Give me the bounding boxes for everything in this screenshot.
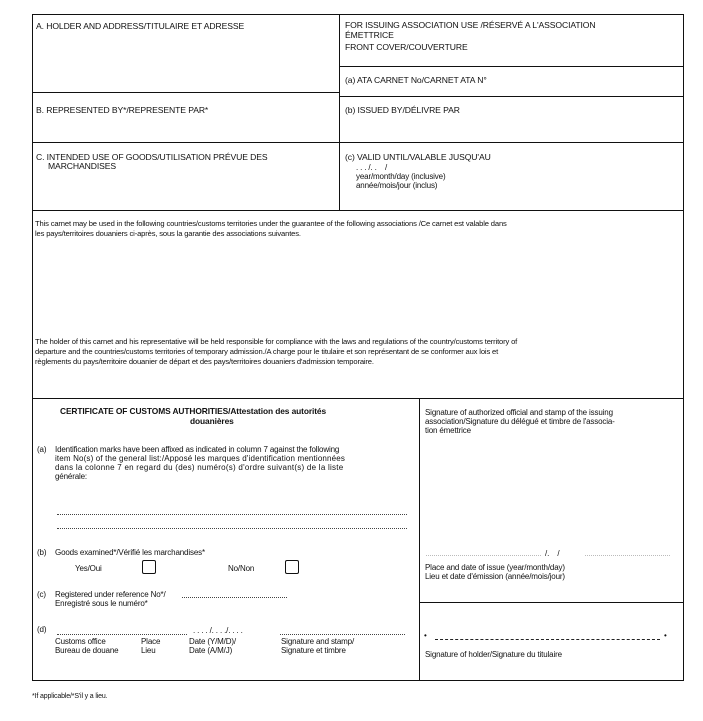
customs-date-field[interactable]: . . . . /. . . ./. . . .: [193, 626, 243, 635]
valid-until-label: (c) VALID UNTIL/VALABLE JUSQU'AU: [345, 152, 491, 162]
place-label-fr: Lieu: [141, 646, 156, 655]
issued-by-label: (b) ISSUED BY/DÉLIVRE PAR: [345, 105, 460, 115]
countries-text-line1: This carnet may be used in the following countries/customs territories under the guarantee of the following associations /Ce carnet est valable dans: [35, 219, 507, 228]
item-a-line1: Identification marks have been affixed as indicated in column 7 against the following: [55, 445, 340, 454]
item-a-marker: (a): [37, 445, 47, 454]
front-cover-label: FRONT COVER/COUVERTURE: [345, 42, 468, 52]
holder-signature-bullet-left: •: [424, 631, 427, 640]
divider-official-holder: [419, 602, 684, 603]
item-c-marker: (c): [37, 590, 46, 599]
footnote: *If applicable/*S'il y a lieu.: [32, 693, 108, 700]
no-label: No/Non: [228, 564, 255, 573]
responsibility-text-line3: règlements du pays/territoire douanier de départ et des pays/territoires douaniers d'admission temporaire.: [35, 357, 374, 366]
carnet-number-label: (a) ATA CARNET No/CARNET ATA N°: [345, 75, 487, 85]
official-signature-line3: tion émettrice: [425, 426, 471, 435]
countries-text-line2: les pays/territoires douaniers ci-après, sous la garantie des associations suivantes.: [35, 229, 301, 238]
top-column-divider: [339, 14, 340, 210]
responsibility-text-line1: The holder of this carnet and his representative will be held responsible for compliance with the laws and regulations of the country/customs territory of: [35, 337, 518, 346]
place-date-issue-en: Place and date of issue (year/month/day): [425, 563, 565, 572]
intended-use-field[interactable]: [34, 174, 338, 208]
item-a-line3: dans la colonne 7 en regard du (des) numéro(s) d'ordre suivant(s) de la liste: [55, 463, 344, 472]
section-c-label-line2: MARCHANDISES: [48, 161, 117, 171]
place-label: Place: [141, 637, 161, 646]
valid-until-hint-en: year/month/day (inclusive): [356, 172, 446, 181]
registered-reference-field[interactable]: [182, 597, 287, 598]
customs-office-label-fr: Bureau de douane: [55, 646, 119, 655]
issuing-association-line1: FOR ISSUING ASSOCIATION USE /RÉSERVÉ A L'ASSOCIATION: [345, 20, 596, 30]
customs-signature-field[interactable]: [280, 634, 405, 635]
countries-field[interactable]: [34, 242, 682, 332]
registered-reference-label: Registered under reference No*/: [55, 590, 166, 599]
section-b-label: B. REPRESENTED BY*/REPRESENTE PAR*: [36, 105, 209, 115]
holder-signature-field[interactable]: [435, 639, 660, 640]
official-signature-line1: Signature of authorized official and stamp of the issuing: [425, 408, 613, 417]
customs-office-field[interactable]: [57, 634, 187, 635]
item-a-line2: item No(s) of the general list:/Apposé les marques d'identification mentionnées: [55, 454, 345, 463]
issue-date-trailing: [585, 555, 670, 556]
yes-checkbox[interactable]: [142, 560, 156, 574]
no-checkbox[interactable]: [285, 560, 299, 574]
section-a-label: A. HOLDER AND ADDRESS/TITULAIRE ET ADRESSE: [36, 21, 245, 31]
represented-by-field[interactable]: [34, 117, 338, 141]
divider-issuing-a: [339, 66, 684, 67]
holder-signature-bullet-right: •: [664, 631, 667, 640]
divider-b-c-right: [339, 142, 684, 143]
valid-until-hint-fr: année/mois/jour (inclus): [356, 181, 438, 190]
signature-stamp-label: Signature and stamp/: [281, 637, 355, 646]
issue-date-field[interactable]: /. /: [545, 549, 560, 558]
holder-signature-label: Signature of holder/Signature du titulaire: [425, 650, 562, 659]
date-label-fr: Date (A/M/J): [189, 646, 233, 655]
signature-stamp-label-fr: Signature et timbre: [281, 646, 346, 655]
date-label: Date (Y/M/D)/: [189, 637, 236, 646]
yes-label: Yes/Oui: [75, 564, 102, 573]
customs-office-label: Customs office: [55, 637, 106, 646]
certificate-title-line2: douanières: [190, 416, 234, 426]
place-date-issue-fr: Lieu et date d'émission (année/mois/jour): [425, 572, 565, 581]
official-signature-line2: association/Signature du délégué et timbre de l'associa-: [425, 417, 615, 426]
issued-by-field[interactable]: [341, 117, 682, 141]
divider-a-b: [32, 92, 340, 93]
item-a-numbers-line1[interactable]: [57, 514, 407, 515]
holder-address-field[interactable]: [34, 34, 338, 90]
valid-until-date-field[interactable]: . . . /. . /: [356, 163, 388, 172]
item-d-marker: (d): [37, 625, 47, 634]
item-a-line4: générale:: [55, 472, 88, 481]
responsibility-text-line2: departure and the countries/customs territories of temporary admission./A charge pour le titulaire et son représentant de se conformer aux lois et: [35, 347, 499, 356]
divider-top-countries: [32, 210, 684, 211]
bottom-column-divider: [419, 398, 420, 681]
divider-countries-certificate: [32, 398, 684, 399]
place-of-issue-field[interactable]: [426, 555, 541, 556]
carnet-number-field[interactable]: [480, 70, 680, 94]
section-c-label-line1: C. INTENDED USE OF GOODS/UTILISATION PRÉVUE DES: [36, 152, 268, 162]
item-b-marker: (b): [37, 548, 47, 557]
divider-a-b-right: [339, 96, 684, 97]
issuing-association-line2: ÉMETTRICE: [345, 30, 394, 40]
divider-b-c: [32, 142, 340, 143]
official-signature-area[interactable]: [422, 438, 680, 546]
certificate-title-line1: CERTIFICATE OF CUSTOMS AUTHORITIES/Attestation des autorités: [60, 406, 327, 416]
goods-examined-label: Goods examined*/Vérifié les marchandises*: [55, 548, 205, 557]
item-a-numbers-line2[interactable]: [57, 528, 407, 529]
registered-reference-label-fr: Enregistré sous le numéro*: [55, 599, 148, 608]
